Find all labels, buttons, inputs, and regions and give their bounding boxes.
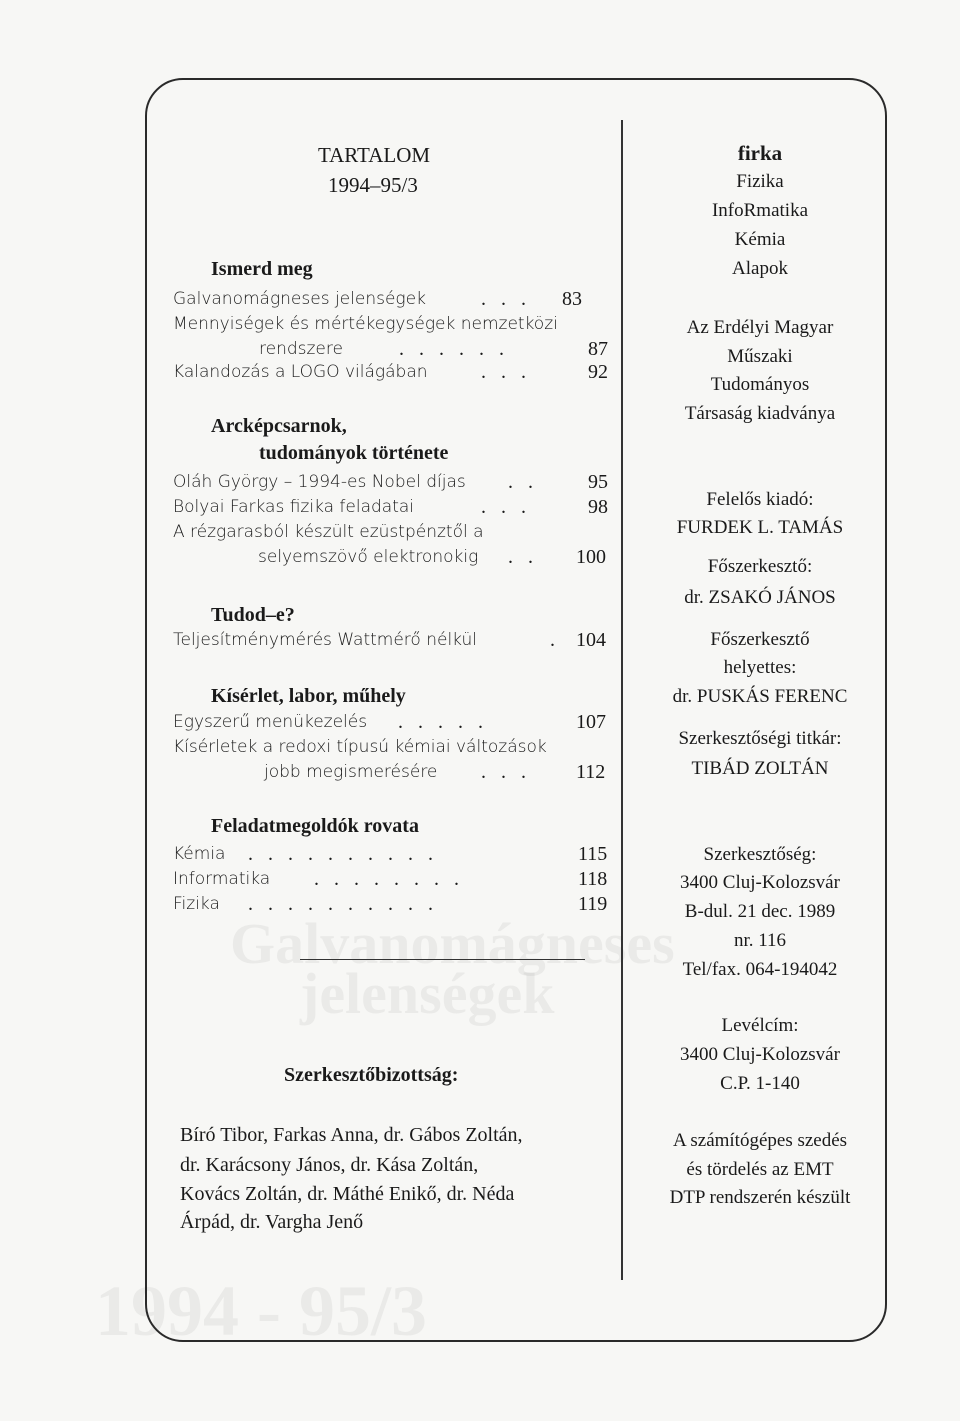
staff-name: dr. PUSKÁS FERENC: [672, 686, 848, 707]
section-title: Arcképcsarnok,: [211, 415, 347, 437]
toc-dots: . . .: [481, 761, 531, 783]
toc-page: 118: [578, 868, 608, 890]
section-title: Feladatmegoldók rovata: [211, 815, 419, 837]
board-line: Bíró Tibor, Farkas Anna, dr. Gábos Zoltán,: [180, 1124, 523, 1146]
acronym-line: Kémia: [734, 229, 786, 250]
watermark-text: 1994 - 95/3: [95, 1271, 427, 1351]
staff-role: Felelős kiadó:: [706, 489, 814, 510]
mail-line: C.P. 1-140: [720, 1073, 800, 1094]
acronym-line: Alapok: [732, 258, 788, 279]
toc-entry-continuation: jobb megismerésére: [264, 762, 438, 782]
toc-entry[interactable]: Mennyiségek és mértékegységek nemzetközi: [173, 314, 558, 334]
toc-entry[interactable]: Kémia: [173, 844, 226, 864]
office-line: nr. 116: [733, 930, 787, 951]
toc-issue: 1994–95/3: [328, 173, 418, 197]
toc-page: 95: [588, 471, 608, 493]
toc-dots: . .: [508, 471, 538, 493]
mail-line: 3400 Cluj-Kolozsvár: [680, 1044, 840, 1065]
toc-page: 119: [578, 893, 608, 915]
board-line: dr. Karácsony János, dr. Kása Zoltán,: [180, 1154, 479, 1176]
toc-page: 92: [588, 361, 608, 383]
watermark-text: jelenségek: [300, 961, 555, 1026]
toc-entry[interactable]: Kalandozás a LOGO világában: [173, 362, 428, 382]
colophon-line: DTP rendszerén készült: [669, 1187, 851, 1208]
toc-dots: . . . . . .: [399, 338, 509, 360]
staff-name: dr. ZSAKÓ JÁNOS: [684, 587, 836, 608]
column-divider: [621, 120, 623, 1280]
office-label: Szerkesztőség:: [703, 844, 817, 865]
acronym-line: InfoRmatika: [711, 200, 809, 221]
office-line: 3400 Cluj-Kolozsvár: [680, 872, 840, 893]
publisher-line: Az Erdélyi Magyar: [686, 317, 834, 338]
toc-heading: TARTALOM: [318, 143, 431, 167]
publisher-line: Társaság kiadványa: [684, 403, 836, 424]
staff-role: helyettes:: [723, 657, 797, 678]
magazine-name: firka: [737, 141, 783, 165]
toc-page: 83: [562, 288, 582, 310]
toc-entry[interactable]: Oláh György – 1994-es Nobel díjas: [173, 472, 466, 492]
colophon-line: A számítógépes szedés: [672, 1130, 848, 1151]
section-title: Kísérlet, labor, műhely: [211, 685, 406, 707]
toc-page: 107: [576, 711, 606, 733]
section-title: Ismerd meg: [211, 258, 313, 280]
publisher-line: Tudományos: [710, 374, 810, 395]
staff-role: Főszerkesztő: [710, 629, 810, 650]
toc-entry-continuation: rendszere: [259, 339, 343, 359]
board-line: Kovács Zoltán, dr. Máthé Enikő, dr. Néda: [180, 1183, 515, 1205]
staff-name: FURDEK L. TAMÁS: [676, 517, 844, 538]
board-title: Szerkesztőbizottság:: [284, 1064, 459, 1086]
toc-page: 98: [588, 496, 608, 518]
toc-entry[interactable]: Fizika: [173, 894, 220, 914]
section-rule: [300, 959, 585, 960]
toc-dots: . . . . . . . .: [314, 868, 464, 890]
board-line: Árpád, dr. Vargha Jenő: [180, 1211, 364, 1233]
section-title: tudományok története: [259, 442, 449, 464]
toc-entry[interactable]: Bolyai Farkas fizika feladatai: [173, 497, 415, 517]
toc-entry[interactable]: Galvanomágneses jelenségek: [173, 289, 426, 309]
toc-entry[interactable]: Informatika: [173, 869, 271, 889]
toc-dots: . . .: [481, 496, 531, 518]
acronym-line: Fizika: [736, 171, 784, 192]
toc-page: 87: [588, 338, 608, 360]
staff-name: TIBÁD ZOLTÁN: [691, 758, 829, 779]
office-line: B-dul. 21 dec. 1989: [684, 901, 836, 922]
office-line: Tel/fax. 064-194042: [682, 959, 838, 980]
toc-page: 112: [576, 761, 606, 783]
publisher-line: Műszaki: [727, 346, 793, 367]
toc-dots: .: [550, 629, 560, 651]
toc-dots: . . . . .: [398, 711, 488, 733]
toc-dots: . . . . . . . . . .: [248, 893, 438, 915]
toc-dots: . .: [508, 546, 538, 568]
toc-entry-continuation: selyemszövő elektronokig: [258, 547, 479, 567]
toc-page: 104: [576, 629, 606, 651]
staff-role: Főszerkesztő:: [707, 556, 813, 577]
toc-page: 115: [578, 843, 608, 865]
toc-page: 100: [576, 546, 606, 568]
toc-entry[interactable]: Teljesítménymérés Wattmérő nélkül: [173, 630, 477, 650]
toc-entry[interactable]: A rézgarasból készült ezüstpénztől a: [173, 522, 484, 542]
toc-entry[interactable]: Kísérletek a redoxi típusú kémiai változások: [173, 737, 547, 757]
colophon-line: és tördelés az EMT: [686, 1159, 834, 1180]
toc-entry[interactable]: Egyszerű menükezelés: [173, 712, 368, 732]
toc-dots: . . . . . . . . . .: [248, 843, 438, 865]
mail-label: Levélcím:: [721, 1015, 799, 1036]
watermark-text: Galvanomágneses: [230, 911, 675, 976]
staff-role: Szerkesztőségi titkár:: [678, 728, 842, 749]
section-title: Tudod–e?: [211, 604, 295, 626]
toc-dots: . . .: [481, 288, 531, 310]
toc-dots: . . .: [481, 361, 531, 383]
